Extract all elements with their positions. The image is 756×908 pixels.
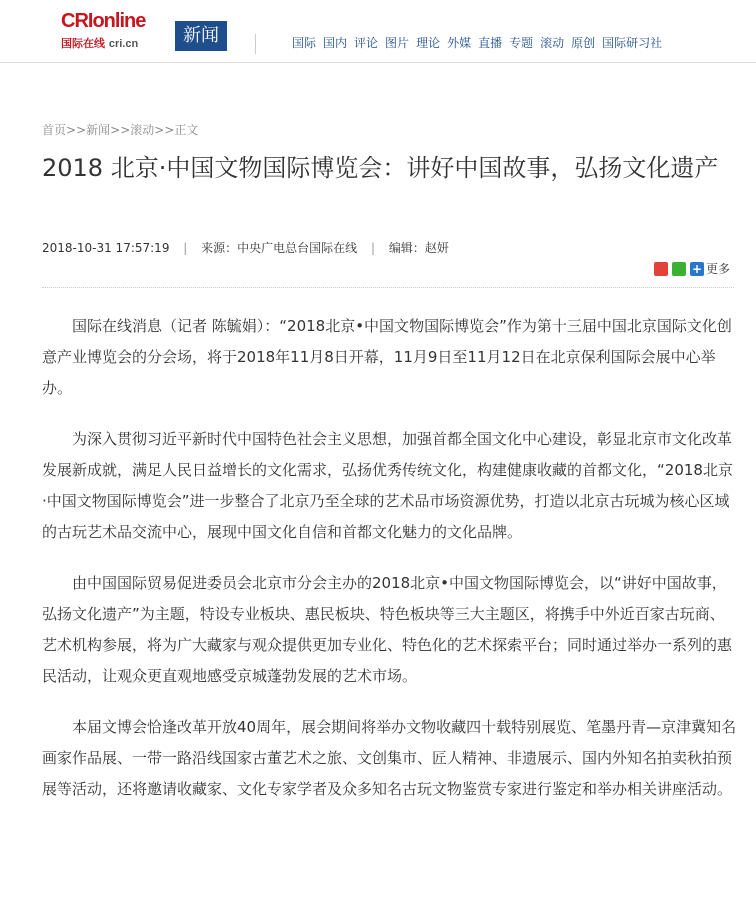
article-paragraph: 国际在线消息（记者 陈毓娟）：“2018北京•中国文物国际博览会”作为第十三届中国北京国际文化创意产业博览会的分会场，将于2018年11月8日开幕，11月9日至11月12日在北京保利国际会展中心举办。 [42, 317, 732, 397]
nav-item-foreign-media[interactable]: 外媒 [447, 36, 472, 50]
nav-item-study-society[interactable]: 国际研习社 [602, 36, 663, 50]
site-header [0, 0, 756, 62]
logo-subtitle: 国际在线 cri.cn [61, 37, 139, 50]
breadcrumb-news[interactable]: 新闻 [86, 123, 111, 137]
wechat-share-icon[interactable] [672, 262, 686, 276]
article-title: 2018 北京·中国文物国际博览会：讲好中国故事，弘扬文化遗产 [42, 154, 719, 182]
more-share-icon[interactable]: + [691, 261, 703, 276]
nav-item-theory[interactable]: 理论 [416, 36, 441, 50]
section-badge[interactable]: 新闻 [175, 21, 227, 51]
article-editor: 编辑：赵妍 [388, 241, 449, 255]
publish-datetime: 2018-10-31 17:57:19 [42, 241, 170, 255]
header-divider [0, 62, 756, 63]
breadcrumb-separator: >> [154, 123, 175, 137]
nav-item-international[interactable]: 国际 [292, 36, 317, 50]
nav-item-original[interactable]: 原创 [571, 36, 596, 50]
article-paragraph: 本届文博会恰逢改革开放40周年，展会期间将举办文物收藏四十载特别展览、笔墨丹青—京津冀知名画家作品展、一带一路沿线国家古董艺术之旅、文创集市、匠人精神、非遗展示、国内外知名拍卖秋拍预展等活动，还将邀请收藏家、文化专家学者及众多知名古玩文物鉴赏专家进行鉴定和举办相关讲座活动。 [42, 718, 737, 798]
nav-item-rolling[interactable]: 滚动 [540, 36, 565, 50]
nav-item-commentary[interactable]: 评论 [354, 36, 379, 50]
meta-separator: | [371, 241, 376, 255]
breadcrumb-home[interactable]: 首页 [42, 123, 67, 137]
site-logo[interactable] [61, 10, 171, 52]
breadcrumb [42, 121, 198, 138]
breadcrumb-rolling[interactable]: 滚动 [130, 123, 155, 137]
breadcrumb-body[interactable]: 正文 [174, 123, 199, 137]
nav-item-domestic[interactable]: 国内 [323, 36, 348, 50]
article-meta [42, 239, 449, 256]
breadcrumb-separator: >> [110, 123, 131, 137]
article-paragraph: 由中国国际贸易促进委员会北京市分会主办的2018北京•中国文物国际博览会，以“讲好中国故事，弘扬文化遗产”为主题，特设专业板块、惠民板块、特色板块等三大主题区，将携手中外近百家古玩商、艺术机构参展，将为广大藏家与观众提供更加专业化、特色化的艺术探索平台；同时通过举办一系列的惠民活动，让观众更直观地感受京城蓬勃发展的艺术市场。 [42, 574, 733, 685]
nav-item-live[interactable]: 直播 [478, 36, 503, 50]
meta-separator: | [183, 241, 188, 255]
share-bar [650, 260, 730, 277]
nav-item-pictures[interactable]: 图片 [385, 36, 410, 50]
breadcrumb-separator: >> [66, 123, 87, 137]
nav-item-topics[interactable]: 专题 [509, 36, 534, 50]
weibo-share-icon[interactable] [654, 262, 668, 276]
article-source: 来源：中央广电总台国际在线 [201, 241, 358, 255]
meta-divider [42, 287, 734, 288]
logo-wordmark: CRIonline [61, 10, 146, 32]
article-body [42, 311, 737, 825]
share-more-link[interactable]: 更多 [705, 262, 730, 276]
article-paragraph: 为深入贯彻习近平新时代中国特色社会主义思想，加强首都全国文化中心建设，彰显北京市文化改革发展新成就，满足人民日益增长的文化需求，弘扬优秀传统文化，构建健康收藏的首都文化，“2018北京·中国文物国际博览会”进一步整合了北京乃至全球的艺术品市场资源优势，打造以北京古玩城为核心区域的古玩艺术品交流中心，展现中国文化自信和首都文化魅力的文化品牌。 [42, 430, 733, 541]
main-nav [255, 34, 669, 54]
